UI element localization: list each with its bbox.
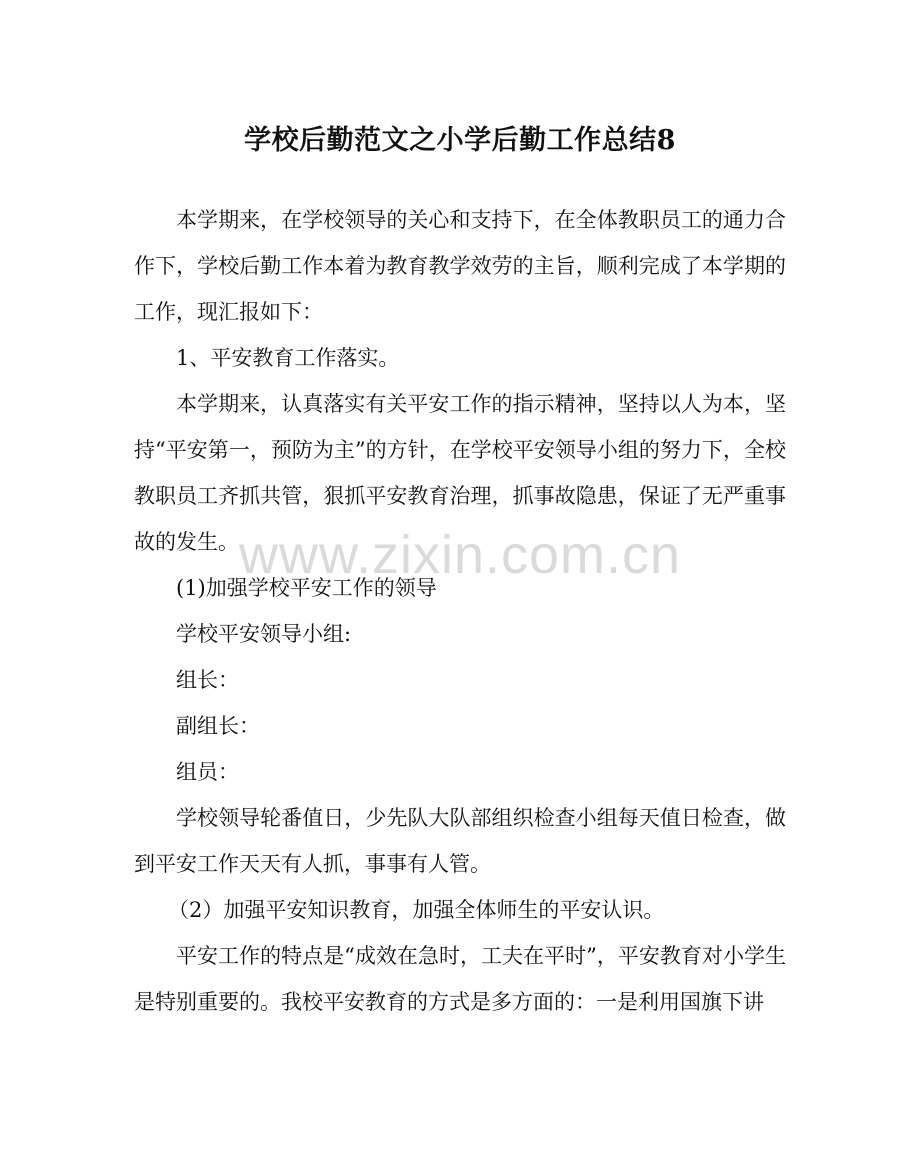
paragraph-leader: 组长： <box>176 668 239 692</box>
paragraph-safety: 本学期来，认真落实有关平安工作的指示精神，坚持以人为本，坚持“平安第一，预防为主”的方针，在学校平安领导小组的努力下，全校教职员工齐抓共管，狠抓平安教育治理，抓事故隐患，保证了无严重事故的发生。 <box>134 392 786 554</box>
subheading-knowledge: （2）加强平安知识教育，加强全体师生的平安认识。 <box>168 898 665 922</box>
section-heading-safety: 1、平安教育工作落实。 <box>176 346 400 370</box>
watermark: www.zixin.com.cn <box>238 525 682 585</box>
document-body <box>134 197 786 1025</box>
document-title: 学校后勤范文之小学后勤工作总结8 <box>244 125 676 156</box>
paragraph-intro: 本学期来，在学校领导的关心和支持下，在全体教职员工的通力合作下，学校后勤工作本着为教育教学效劳的主旨，顺利完成了本学期的工作，现汇报如下： <box>134 208 786 324</box>
paragraph-group: 学校平安领导小组: <box>176 622 352 646</box>
paragraph-education: 平安工作的特点是“成效在急时，工夫在平时”，平安教育对小学生是特别重要的。我校平安教育的方式是多方面的：一是利用国旗下讲 <box>134 944 786 1014</box>
paragraph-deputy-leader: 副组长： <box>176 714 260 738</box>
paragraph-duty: 学校领导轮番值日，少先队大队部组织检查小组每天值日检查，做到平安工作天天有人抓，事事有人管。 <box>134 806 786 876</box>
subheading-leadership: (1)加强学校平安工作的领导 <box>176 576 437 600</box>
paragraph-members: 组员： <box>176 760 239 784</box>
